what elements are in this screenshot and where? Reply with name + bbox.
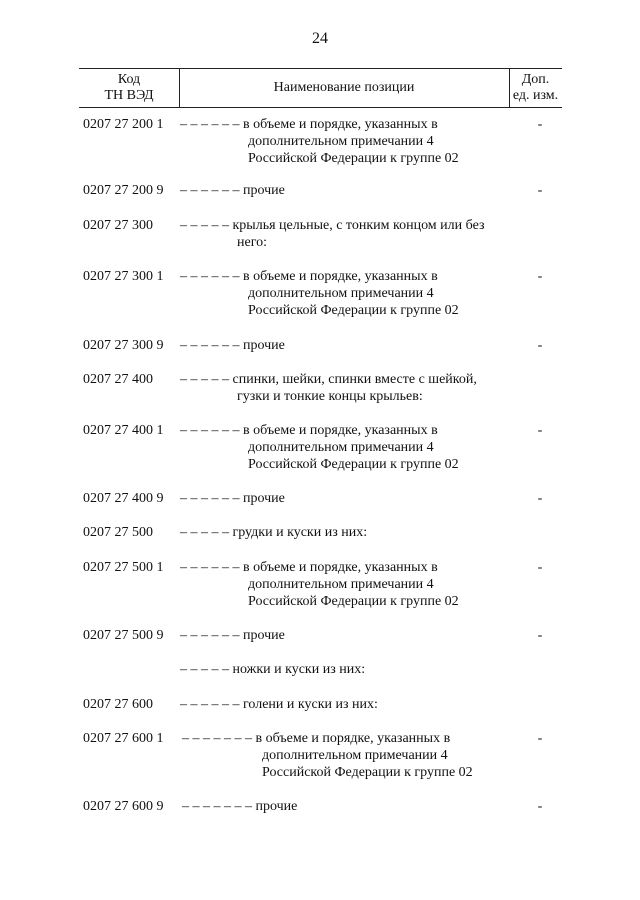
row-description: [180, 217, 485, 251]
row-desc-line: – – – – – – в объеме и порядке, указанных в: [180, 560, 438, 575]
row-desc-line: – – – – – грудки и куски из них:: [180, 525, 368, 540]
row-description: [180, 696, 378, 713]
row-code: 0207 27 400 1: [83, 423, 164, 438]
row-code: 0207 27 600 9: [83, 799, 164, 814]
row-code: 0207 27 500: [83, 525, 153, 540]
row-code: 0207 27 500 1: [83, 560, 164, 575]
row-desc-line: – – – – – – прочие: [180, 628, 285, 643]
row-code: 0207 27 300: [83, 218, 153, 233]
row-description: [180, 490, 285, 507]
header-code-line2: ТН ВЭД: [104, 88, 154, 103]
header-unit-line1: Доп.: [521, 72, 550, 87]
row-description: [180, 559, 459, 610]
row-unit: -: [537, 183, 543, 198]
row-desc-line: – – – – – – в объеме и порядке, указанных в: [180, 269, 438, 284]
row-code: 0207 27 200 1: [83, 117, 164, 132]
row-unit: -: [537, 338, 543, 353]
row-desc-line: – – – – – – голени и куски из них:: [180, 697, 378, 712]
row-description: [180, 182, 285, 199]
row-desc-line: – – – – – – в объеме и порядке, указанных в: [180, 423, 438, 438]
row-desc-line: дополнительном примечании 4: [248, 286, 434, 301]
row-description: [180, 371, 477, 405]
row-desc-line: Российской Федерации к группе 02: [262, 765, 473, 780]
row-description: [180, 661, 365, 678]
row-desc-line: Российской Федерации к группе 02: [248, 151, 459, 166]
row-desc-line: дополнительном примечании 4: [248, 134, 434, 149]
row-description: [180, 422, 459, 473]
row-desc-line: – – – – – – прочие: [180, 491, 285, 506]
row-desc-line: Российской Федерации к группе 02: [248, 594, 459, 609]
row-code: 0207 27 400 9: [83, 491, 164, 506]
row-description: [180, 627, 285, 644]
row-code: 0207 27 600: [83, 697, 153, 712]
header-code-cell: [79, 69, 180, 107]
row-description: [180, 524, 367, 541]
row-desc-line: – – – – – – прочие: [180, 183, 285, 198]
row-unit: -: [537, 628, 543, 643]
row-desc-line: – – – – – крылья цельные, с тонким концом или без: [180, 218, 485, 233]
row-desc-line: – – – – – – – прочие: [182, 799, 298, 814]
row-desc-line: – – – – – – – в объеме и порядке, указанных в: [182, 731, 451, 746]
row-desc-line: дополнительном примечании 4: [262, 748, 448, 763]
header-unit-line2: ед. изм.: [512, 88, 559, 103]
header-code-line1: Код: [117, 72, 141, 87]
row-code: 0207 27 400: [83, 372, 153, 387]
row-unit: -: [537, 560, 543, 575]
row-desc-line: Российской Федерации к группе 02: [248, 457, 459, 472]
row-description: [182, 730, 473, 781]
row-code: 0207 27 600 1: [83, 731, 164, 746]
row-description: [180, 268, 459, 319]
header-name-cell: Наименование позиции: [179, 69, 510, 107]
row-unit: -: [537, 423, 543, 438]
row-unit: -: [537, 117, 543, 132]
row-code: 0207 27 300 9: [83, 338, 164, 353]
row-desc-line: – – – – – – в объеме и порядке, указанных в: [180, 117, 438, 132]
table-header: [79, 68, 562, 108]
row-desc-line: Российской Федерации к группе 02: [248, 303, 459, 318]
row-description: [182, 798, 297, 815]
header-unit-cell: [509, 69, 562, 107]
row-unit: -: [537, 799, 543, 814]
row-unit: -: [537, 491, 543, 506]
row-code: 0207 27 500 9: [83, 628, 164, 643]
row-desc-line: – – – – – ножки и куски из них:: [180, 662, 366, 677]
row-desc-line: гузки и тонкие концы крыльев:: [237, 389, 423, 404]
row-desc-line: дополнительном примечании 4: [248, 577, 434, 592]
row-desc-line: – – – – – – прочие: [180, 338, 285, 353]
row-unit: -: [537, 731, 543, 746]
row-code: 0207 27 300 1: [83, 269, 164, 284]
row-unit: -: [537, 269, 543, 284]
page-number: 24: [312, 30, 328, 47]
row-description: [180, 116, 459, 167]
row-code: 0207 27 200 9: [83, 183, 164, 198]
row-desc-line: него:: [237, 235, 267, 250]
row-desc-line: дополнительном примечании 4: [248, 440, 434, 455]
row-desc-line: – – – – – спинки, шейки, спинки вместе с шейкой,: [180, 372, 477, 387]
row-description: [180, 337, 285, 354]
